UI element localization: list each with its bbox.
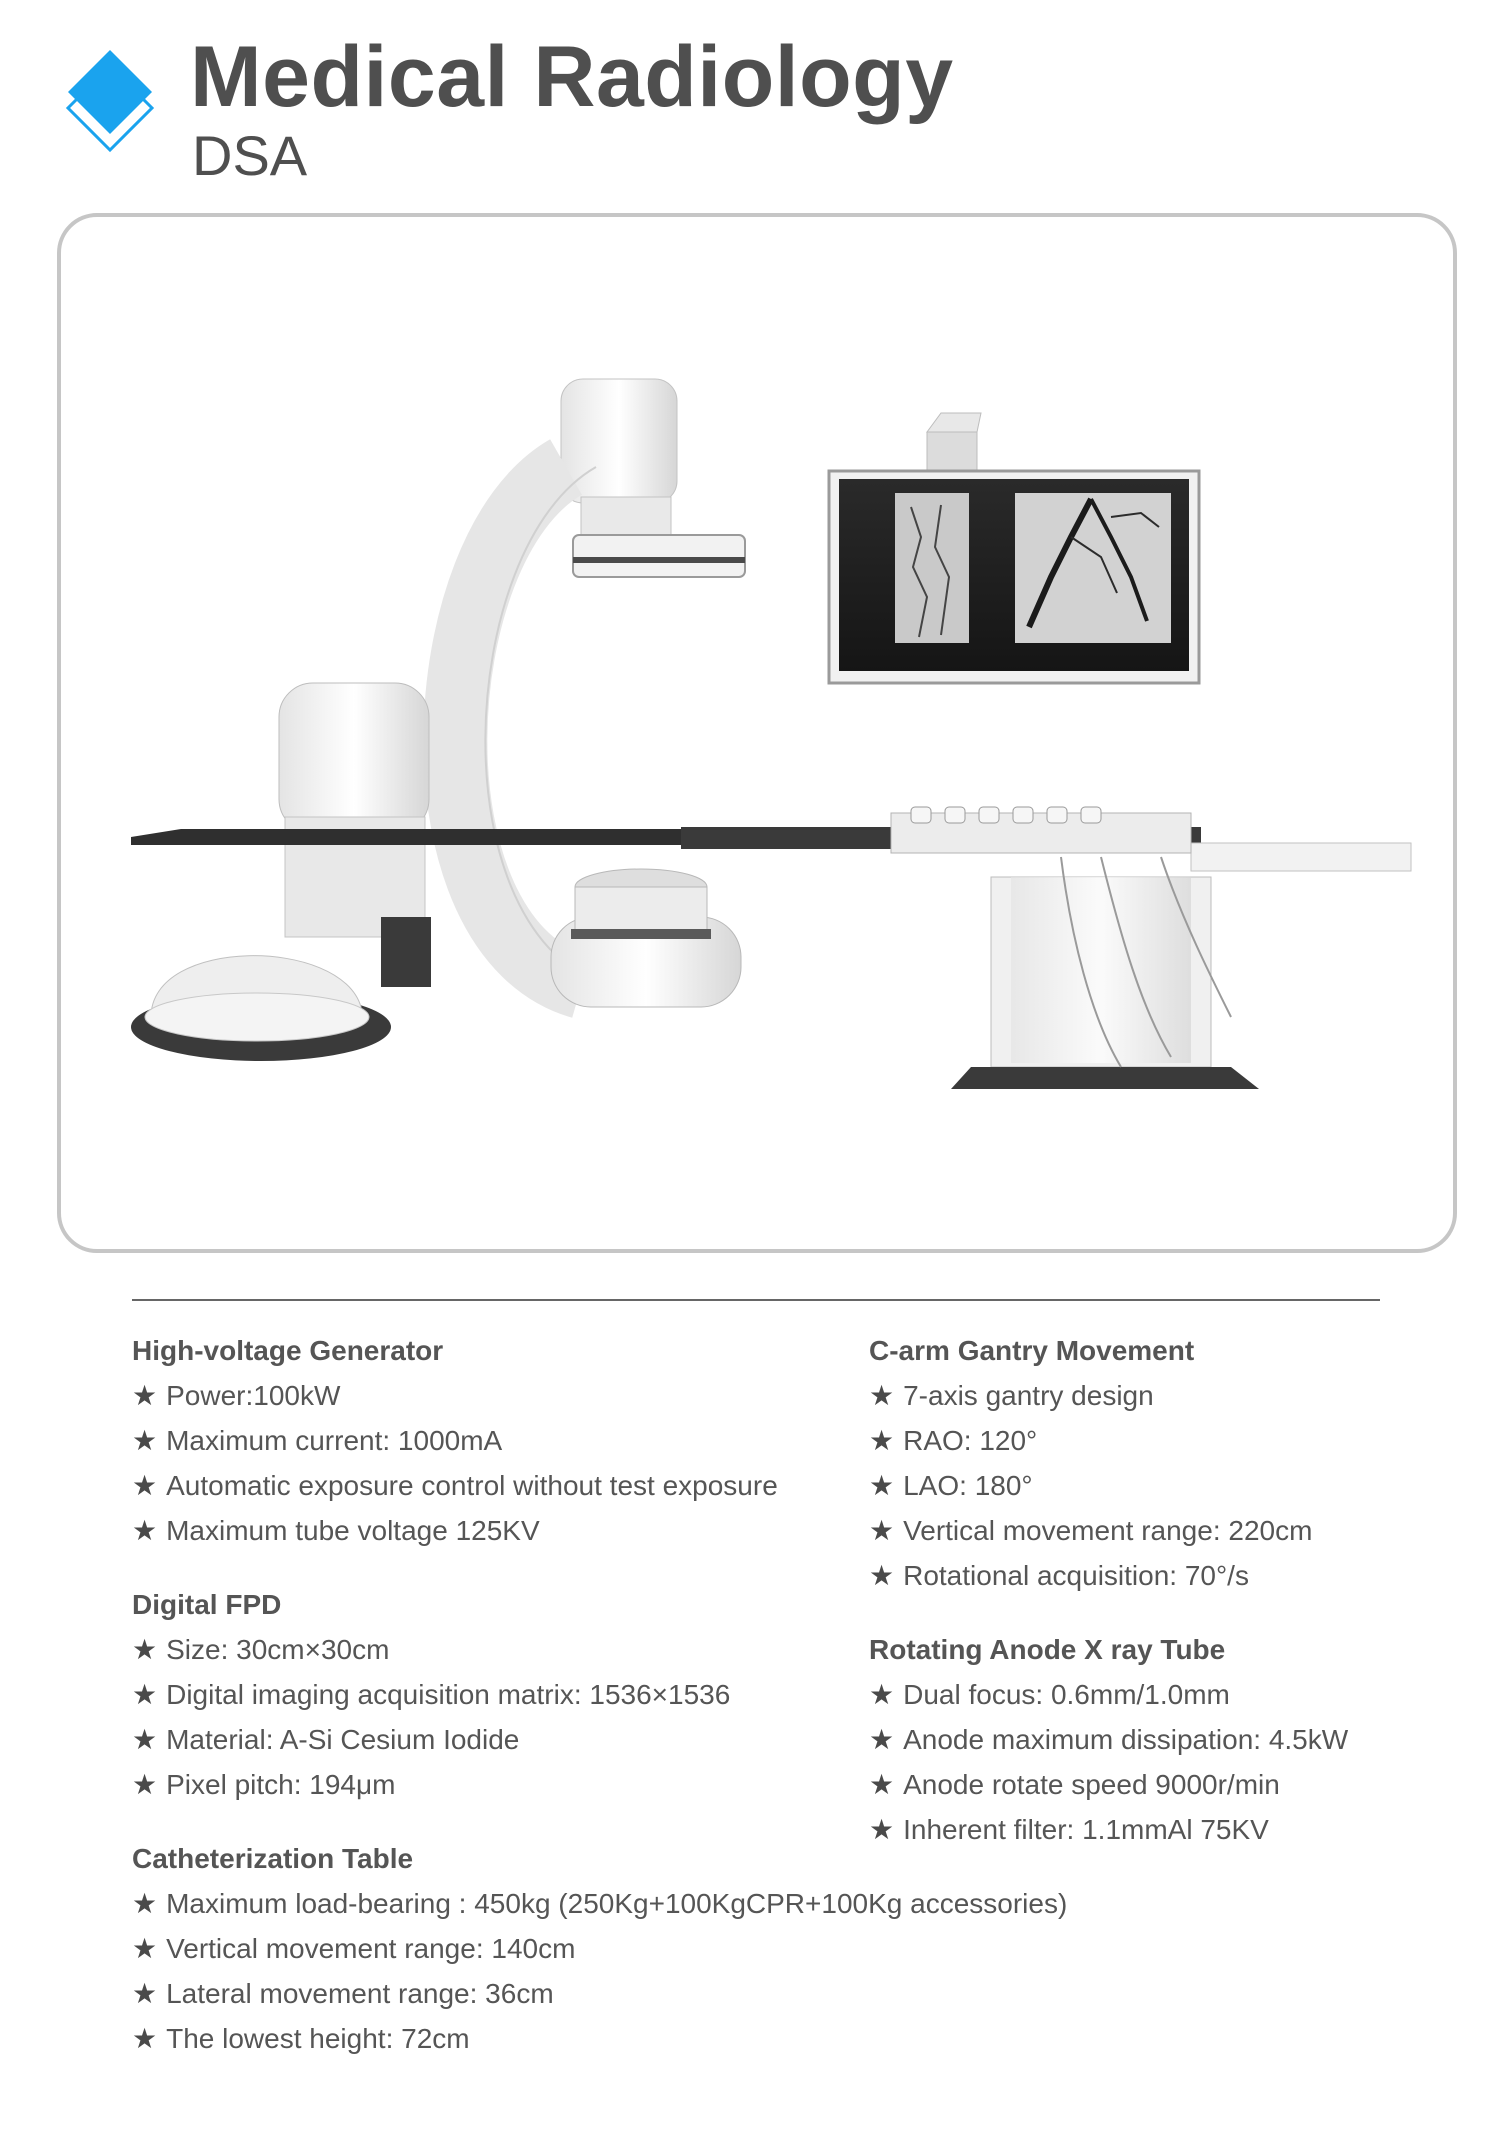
star-icon: ★ (869, 1814, 895, 1845)
star-icon: ★ (132, 1724, 158, 1755)
spec-item: ★ Automatic exposure control without test exposure (132, 1470, 778, 1501)
star-icon: ★ (132, 1933, 158, 1964)
star-icon: ★ (869, 1470, 895, 1501)
star-icon: ★ (869, 1560, 895, 1591)
section-title: C-arm Gantry Movement (869, 1335, 1195, 1366)
dsa-machine-illustration (61, 217, 1453, 1249)
spec-item: ★ LAO: 180° (869, 1470, 1033, 1501)
star-icon: ★ (132, 1769, 158, 1800)
star-icon: ★ (132, 1888, 158, 1919)
section-divider (132, 1299, 1380, 1301)
spec-item: ★ Dual focus: 0.6mm/1.0mm (869, 1679, 1230, 1710)
spec-item: ★ Power:100kW (132, 1380, 341, 1411)
spec-item: ★ RAO: 120° (869, 1425, 1038, 1456)
page-subtitle: DSA (192, 124, 308, 187)
section-title: Catheterization Table (132, 1843, 414, 1874)
star-icon: ★ (132, 1515, 158, 1546)
spec-item: ★ Vertical movement range: 140cm (132, 1933, 576, 1964)
spec-item: ★ Inherent filter: 1.1mmAl 75KV (869, 1814, 1269, 1845)
spec-section-c-arm-gantry (869, 1328, 1429, 1598)
star-icon: ★ (869, 1515, 895, 1546)
spec-item: ★ Lateral movement range: 36cm (132, 1978, 554, 2009)
product-image-frame (57, 213, 1457, 1253)
spec-item: ★ Material: A-Si Cesium Iodide (132, 1724, 520, 1755)
star-icon: ★ (132, 1679, 158, 1710)
spec-item: ★ Anode maximum dissipation: 4.5kW (869, 1724, 1349, 1755)
spec-item: ★ Pixel pitch: 194μm (132, 1769, 396, 1800)
star-icon: ★ (869, 1380, 895, 1411)
spec-section-catheterization-table (132, 1836, 1068, 2061)
spec-item: ★ Digital imaging acquisition matrix: 1536×1536 (132, 1679, 731, 1710)
star-icon: ★ (132, 1978, 158, 2009)
spec-item: ★ The lowest height: 72cm (132, 2023, 470, 2054)
spec-item: ★ Size: 30cm×30cm (132, 1634, 390, 1665)
section-title: High-voltage Generator (132, 1335, 444, 1366)
spec-item: ★ Maximum current: 1000mA (132, 1425, 503, 1456)
star-icon: ★ (869, 1769, 895, 1800)
specs-right-column (869, 1328, 1429, 1852)
star-icon: ★ (132, 2023, 158, 2054)
star-icon: ★ (869, 1425, 895, 1456)
spec-item: ★ Anode rotate speed 9000r/min (869, 1769, 1280, 1800)
star-icon: ★ (869, 1724, 895, 1755)
star-icon: ★ (132, 1634, 158, 1665)
spec-item: ★ Maximum tube voltage 125KV (132, 1515, 540, 1546)
brand-logo-icon (58, 46, 162, 158)
spec-item: ★ 7-axis gantry design (869, 1380, 1154, 1411)
spec-section-rotating-anode-tube (869, 1627, 1429, 1852)
spec-item: ★ Rotational acquisition: 70°/s (869, 1560, 1249, 1591)
star-icon: ★ (132, 1470, 158, 1501)
spec-item: ★ Maximum load-bearing : 450kg (250Kg+100KgCPR+100Kg accessories) (132, 1888, 1068, 1919)
spec-section-high-voltage-generator (132, 1328, 832, 1553)
star-icon: ★ (869, 1679, 895, 1710)
star-icon: ★ (132, 1425, 158, 1456)
spec-section-digital-fpd (132, 1582, 832, 1807)
page-title: Medical Radiology (190, 29, 954, 125)
section-title: Digital FPD (132, 1589, 282, 1620)
spec-item: ★ Vertical movement range: 220cm (869, 1515, 1313, 1546)
star-icon: ★ (132, 1380, 158, 1411)
section-title: Rotating Anode X ray Tube (869, 1634, 1226, 1665)
